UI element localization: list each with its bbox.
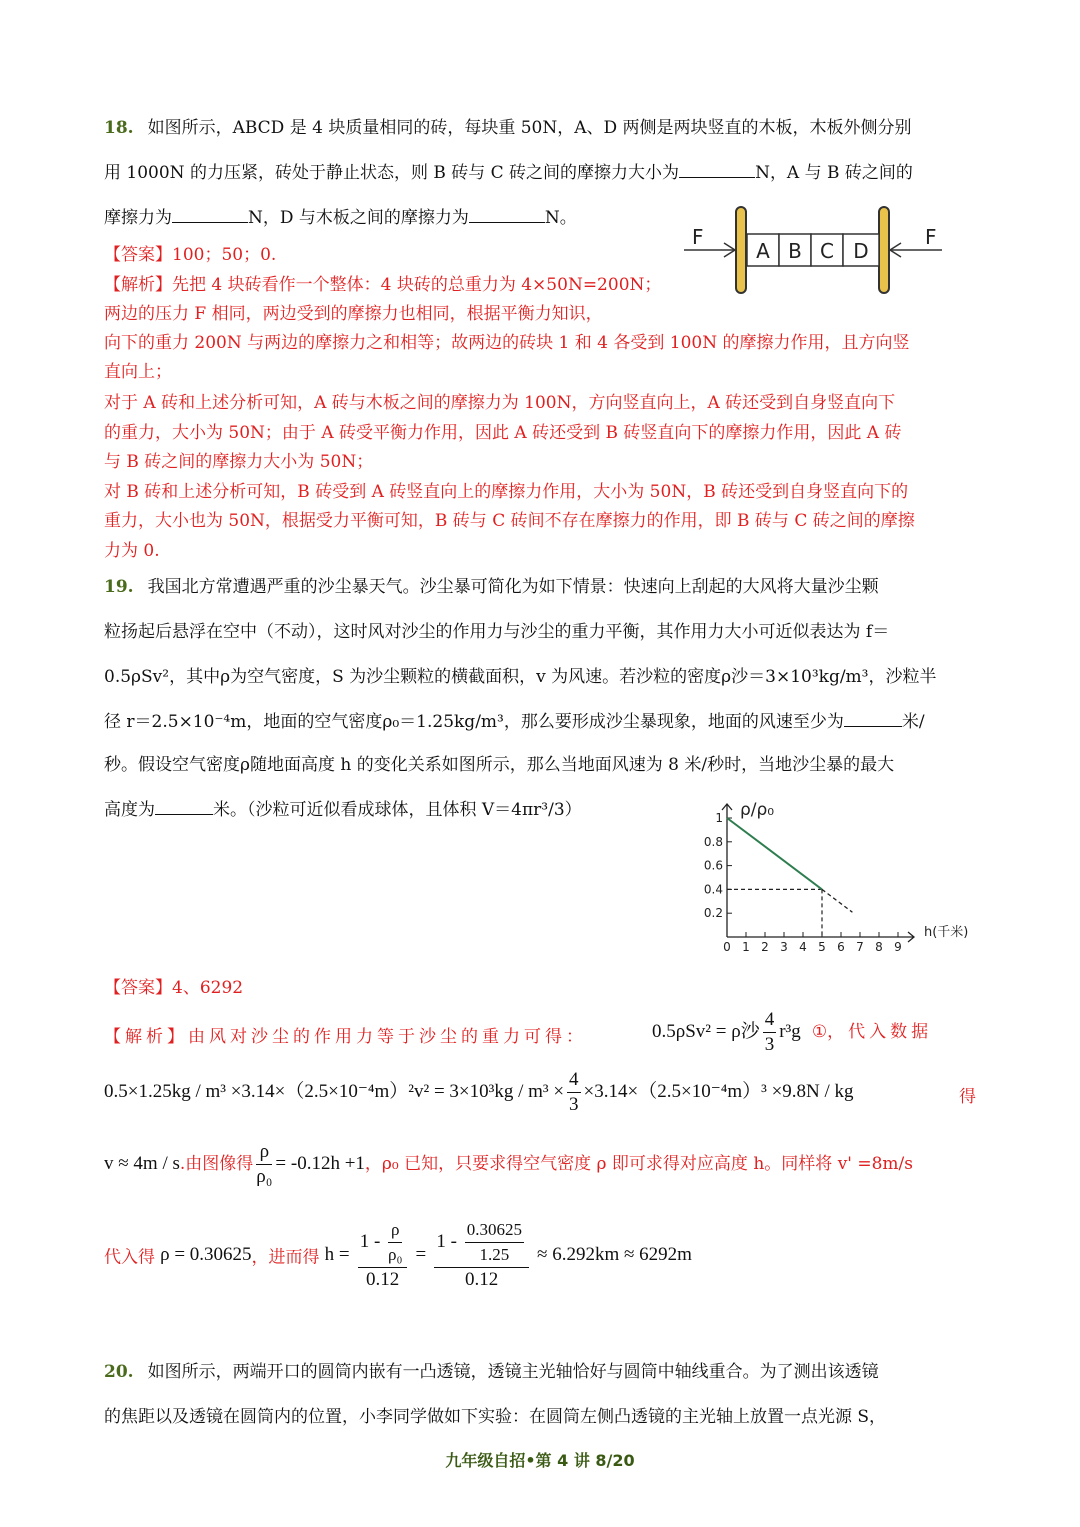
page-footer: 九年级自招•第 4 讲 8/20 — [445, 1451, 635, 1470]
brick-label-c: C — [820, 239, 834, 263]
series-dashed-extension — [822, 889, 852, 912]
q19-line1: 19. 我国北方常遭遇严重的沙尘暴天气。沙尘暴可简化为如下情景：快速向上刮起的大风将大量沙尘颗 — [104, 577, 879, 597]
q18-analysis-5: 对于 A 砖和上述分析可知，A 砖与木板之间的摩擦力为 100N，方向竖直向上，A 砖还受到自身竖直向下 — [104, 393, 896, 413]
blank-1 — [679, 176, 755, 178]
q19-line2: 粒扬起后悬浮在空中（不动），这时风对沙尘的作用力与沙尘的重力平衡，其作用力大小可近似表达为 f＝ — [104, 622, 890, 642]
right-board — [879, 207, 889, 293]
blank-5 — [155, 813, 213, 815]
q18-line2: 用 1000N 的力压紧，砖处于静止状态，则 B 砖与 C 砖之间的摩擦力大小为 N，A 与 B 砖之间的 — [104, 163, 913, 183]
y-tick-label: 0.4 — [703, 882, 723, 897]
q19-line6: 高度为 米。（沙粒可近似看成球体，且体积 V＝4πr³/3） — [104, 800, 582, 820]
q18-line3: 摩擦力为 N，D 与木板之间的摩擦力为 N。 — [104, 208, 577, 228]
x-axis-label: h(千米) — [924, 925, 969, 940]
q19-line4: 径 r＝2.5×10⁻⁴m，地面的空气密度ρ₀＝1.25kg/m³，那么要形成沙尘暴现象，地面的风速至少为 米/ — [104, 712, 925, 732]
brick-label-d: D — [853, 239, 869, 263]
y-tick-label: 0.6 — [703, 858, 723, 873]
x-tick-label: 6 — [837, 940, 845, 954]
brick-label-a: A — [756, 239, 770, 263]
q19-answer: 【答案】4、6292 — [104, 978, 244, 998]
x-tick-label: 3 — [780, 940, 788, 954]
series-solid — [727, 818, 822, 889]
equation-4: 代入得 ρ = 0.30625，进而得 h = 1 - $\frac{\rho}{\text{ρ₀}}$ 0.12 = 1 - $\frac{0.30625}{1.25}$ 0.12 ≈ 6.292km ≈ 6292m — [104, 1220, 692, 1290]
blank-2 — [172, 221, 248, 223]
blank-3 — [469, 221, 545, 223]
q18-analysis-7: 与 B 砖之间的摩擦力大小为 50N； — [104, 452, 374, 472]
x-tick-label: 5 — [818, 940, 826, 954]
q18-analysis-3: 向下的重力 200N 与两边的摩擦力之和相等；故两边的砖块 1 和 4 各受到 100N 的摩擦力作用，且方向竖 — [104, 333, 910, 353]
x-tick-label: 8 — [875, 940, 883, 954]
q18-analysis-4: 直向上； — [104, 362, 172, 382]
equation-1: 0.5ρSv² = ρ沙 $\frac{4}{3}$ r³g ①，代入数据 — [652, 1009, 933, 1055]
q18-answer: 【答案】100；50；0. — [104, 245, 277, 265]
q20-line1: 20. 如图所示，两端开口的圆筒内嵌有一凸透镜，透镜主光轴恰好与圆筒中轴线重合。为了测出该透镜 — [104, 1362, 879, 1382]
force-label-left: F — [692, 225, 704, 249]
q19-number: 19. — [104, 577, 134, 597]
y-axis-label: ρ/ρ₀ — [740, 800, 775, 820]
force-label-right: F — [925, 225, 937, 249]
q18-analysis-8: 对 B 砖和上述分析可知，B 砖受到 A 砖竖直向上的摩擦力作用，大小为 50N，B 砖还受到自身竖直向下的 — [104, 482, 909, 502]
q19-line5: 秒。假设空气密度ρ随地面高度 h 的变化关系如图所示，那么当地面风速为 8 米/秒时，当地沙尘暴的最大 — [104, 755, 895, 775]
brick-figure — [680, 200, 950, 300]
brick-label-b: B — [788, 239, 802, 263]
q18-analysis-6: 的重力，大小为 50N；由于 A 砖受平衡力作用，因此 A 砖还受到 B 砖竖直向下的摩擦力作用，因此 A 砖 — [104, 423, 902, 443]
left-board — [736, 207, 746, 293]
x-tick-label: 4 — [799, 940, 807, 954]
y-tick-label: 0.2 — [703, 906, 723, 921]
eq1-fraction: $\frac{4}{3}$ — [764, 1009, 775, 1055]
q20-line2: 的焦距以及透镜在圆筒内的位置，小李同学做如下实验：在圆筒左侧凸透镜的主光轴上放置一点光源 S， — [104, 1407, 887, 1427]
y-tick-label: 0.8 — [703, 834, 723, 849]
q20-number: 20. — [104, 1362, 134, 1382]
density-chart — [700, 795, 990, 955]
equation-2: 0.5×1.25kg / m³ ×3.14×（2.5×10⁻⁴m）²v² = 3×10³kg / m³ × $\frac{4}{3}$ ×3.14×（2.5×10⁻⁴m）³ ×9.8N / kg 得 — [104, 1069, 976, 1115]
q19-line3: 0.5ρSv²，其中ρ为空气密度，S 为沙尘颗粒的横截面积，v 为风速。若沙粒的密度ρ沙＝3×10³kg/m³，沙粒半 — [104, 667, 937, 687]
h-fraction-2: 1 - $\frac{0.30625}{1.25}$ 0.12 — [434, 1218, 529, 1292]
q18-analysis-9: 重力，大小也为 50N，根据受力平衡可知，B 砖与 C 砖间不存在摩擦力的作用，即 B 砖与 C 砖之间的摩擦 — [104, 511, 915, 531]
q18-analysis-1: 【解析】先把 4 块砖看作一个整体：4 块砖的总重力为 4×50N=200N； — [104, 275, 662, 295]
x-tick-label: 2 — [761, 940, 769, 954]
y-tick-label: 1 — [715, 811, 723, 825]
q18-line1: 18. 如图所示，ABCD 是 4 块质量相同的砖，每块重 50N，A、D 两侧是两块竖直的木板，木板外侧分别 — [104, 118, 912, 138]
q18-number: 18. — [104, 118, 134, 138]
h-fraction-1: 1 - $\frac{\rho}{\text{ρ₀}}$ 0.12 — [358, 1218, 408, 1292]
q18-analysis-10: 力为 0. — [104, 541, 160, 561]
blank-4 — [844, 725, 902, 727]
q19-analysis-1: 【解析】由风对沙尘的作用力等于沙尘的重力可得： — [104, 1027, 587, 1047]
equation-3: v ≈ 4m / s.由图像得 $\frac{\rho}{\text{ρ₀}}$ = -0.12h +1，ρ₀ 已知，只要求得空气密度 ρ 即可求得对应高度 h。同样将 v' =8m/s — [104, 1141, 914, 1187]
q18-analysis-2: 两边的压力 F 相同，两边受到的摩擦力也相同，根据平衡力知识， — [104, 304, 603, 324]
x-tick-label: 7 — [856, 940, 864, 954]
x-tick-label: 0 — [723, 940, 731, 954]
x-tick-label: 1 — [742, 940, 750, 954]
x-tick-label: 9 — [894, 940, 902, 954]
equation-marker: ① — [811, 1022, 828, 1042]
